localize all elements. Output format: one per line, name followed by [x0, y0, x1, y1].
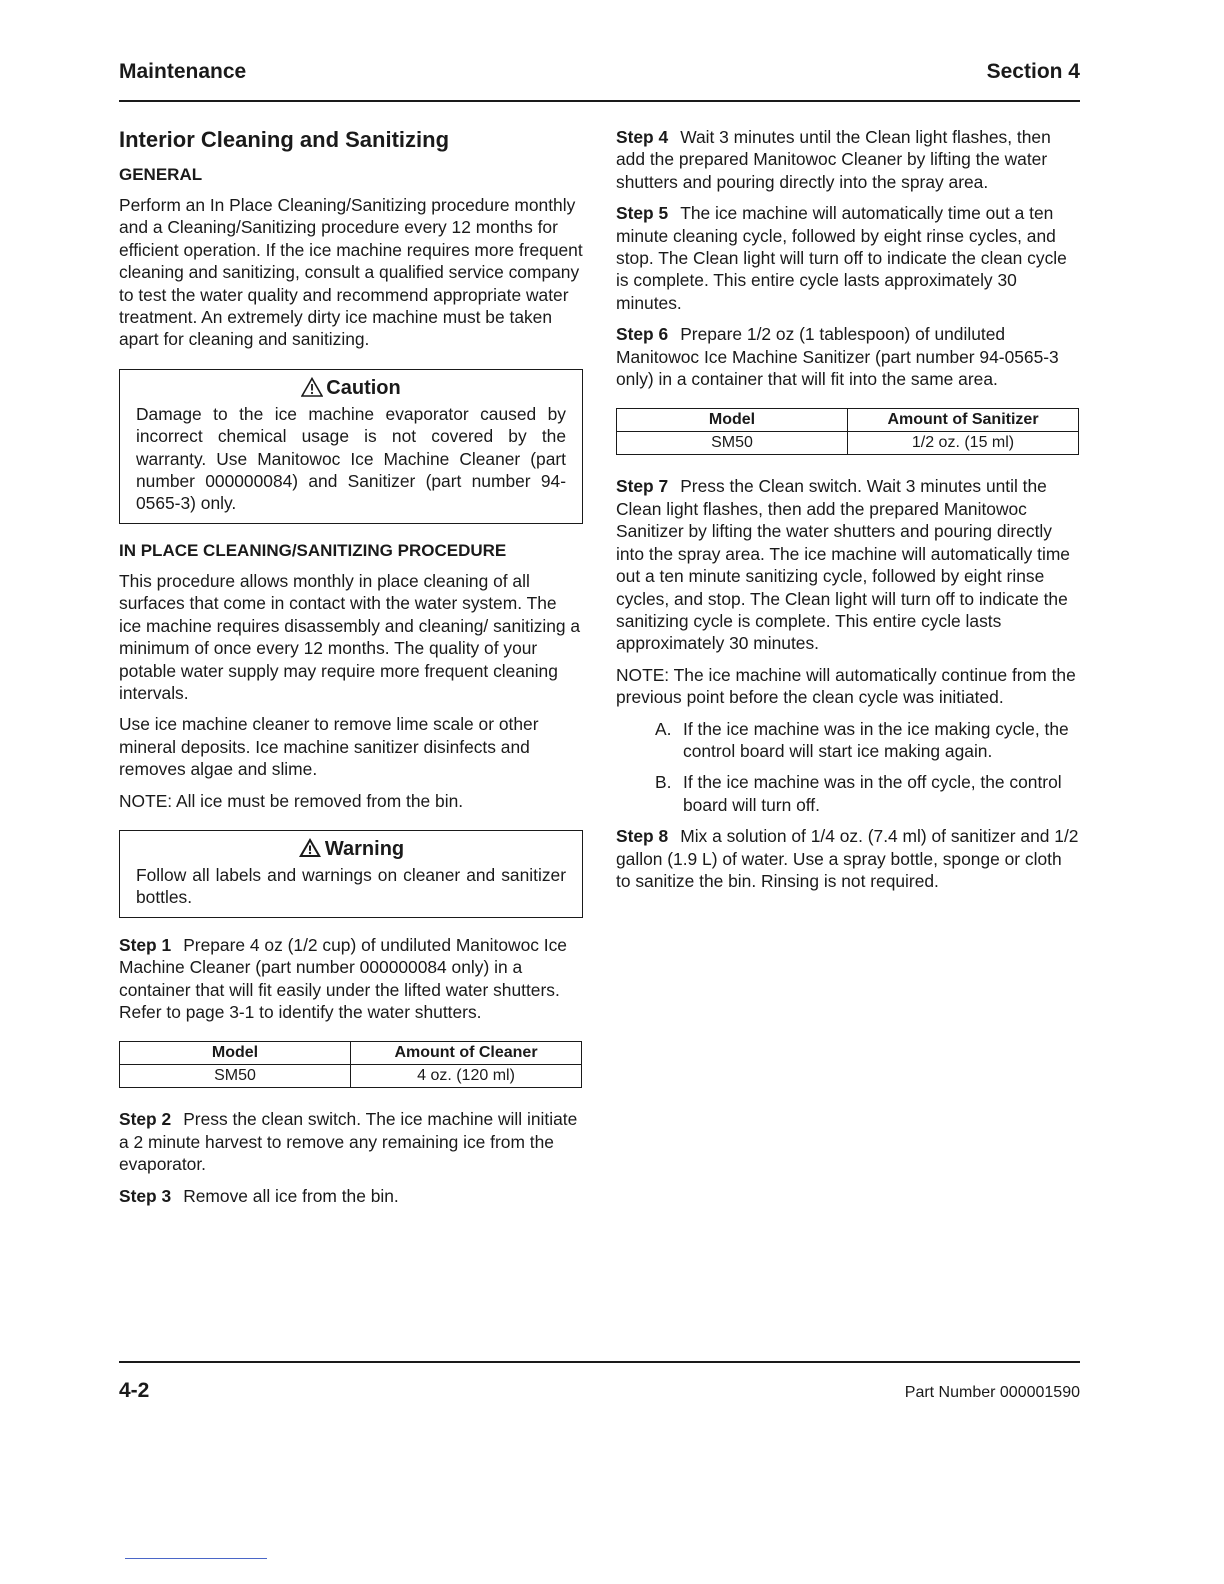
part-number: Part Number 000001590	[904, 1384, 1080, 1401]
header-section-name: Maintenance	[119, 60, 247, 83]
step-4-label: Step 4	[616, 127, 669, 147]
step-6	[616, 323, 1080, 390]
step-2	[119, 1108, 583, 1175]
step-1-label: Step 1	[119, 934, 172, 955]
cleaner-table-header-amount: Amount of Cleaner	[351, 1042, 582, 1065]
procedure-heading: IN PLACE CLEANING/SANITIZING PROCEDURE	[119, 540, 507, 560]
page-footer	[119, 1361, 1080, 1402]
cleaner-table-header-model: Model	[120, 1042, 351, 1065]
list-item	[616, 771, 1080, 816]
step-7-text: Press the Clean switch. Wait 3 minutes until the Clean light flashes, then add the prepared Manitowoc Sanitizer by lifting the water shutters and pouring directly into the spray area. The ice machine will automatically time out a ten minute sanitizing cycle, followed by eight rinse cycles, and stop. The Clean light will turn off to indicate the sanitizing cycle is complete. This entire cycle lasts approximately 30 minutes.	[616, 476, 1070, 654]
table-row	[120, 1065, 582, 1088]
procedure-note: NOTE: All ice must be removed from the bin.	[119, 790, 464, 811]
list-item-marker: B.	[655, 772, 672, 793]
caution-box	[119, 369, 583, 524]
list-item-text: If the ice machine was in the off cycle, the control board will turn off.	[683, 772, 1062, 815]
step-1-text: Prepare 4 oz (1/2 cup) of undiluted Manitowoc Ice Machine Cleaner (part number 000000084 only) in a container that will fit easily under the lifted water shutters. Refer to page 3-1 to identify the water shutters.	[119, 934, 567, 1022]
step-8	[616, 825, 1080, 892]
list-item-text: If the ice machine was in the ice making cycle, the control board will start ice making again.	[683, 718, 1069, 761]
sanitizer-table-header-row	[617, 409, 1079, 432]
left-column	[119, 126, 583, 1216]
table-row	[617, 432, 1079, 455]
step-8-label: Step 8	[616, 826, 669, 847]
caution-title	[136, 375, 566, 401]
step-6-text: Prepare 1/2 oz (1 tablespoon) of undiluted Manitowoc Ice Machine Sanitizer (part number 94-0565-3 only) in a container that will fit into the same area.	[616, 324, 1059, 390]
procedure-paragraph-1: This procedure allows monthly in place cleaning of all surfaces that come in contact with the water system. The ice machine requires disassembly and cleaning/ sanitizing a minimum of once every 12 months. The quality of your potable water supply may require more frequent cleaning intervals.	[119, 570, 581, 703]
sanitizer-table-amount: 1/2 oz. (15 ml)	[848, 432, 1079, 455]
warning-label: Warning	[324, 837, 405, 860]
step-3-label: Step 3	[119, 1185, 172, 1206]
step-4	[616, 126, 1080, 193]
general-paragraph: Perform an In Place Cleaning/Sanitizing procedure monthly and a Cleaning/Sanitizing procedure every 12 months for efficient operation. If the ice machine requires more frequent cleaning and sanitizing, consult a qualified service company to test the water quality and recommend appropriate water treatment. An extremely dirty ice machine must be taken apart for cleaning and sanitizing.	[119, 195, 583, 350]
procedure-paragraph-2: Use ice machine cleaner to remove lime scale or other mineral deposits. Ice machine sanitizer disinfects and removes algae and slime.	[119, 714, 539, 780]
step-5	[616, 202, 1080, 314]
warning-box	[119, 830, 583, 918]
step-5-label: Step 5	[616, 203, 669, 224]
step-7-label: Step 7	[616, 476, 669, 497]
sanitizer-table-header-amount: Amount of Sanitizer	[848, 409, 1079, 432]
page-title: Interior Cleaning and Sanitizing	[119, 127, 450, 152]
bottom-divider	[125, 1558, 267, 1559]
sanitizer-table-model: SM50	[617, 432, 848, 455]
list-item-marker: A.	[655, 718, 672, 739]
step-3	[119, 1185, 583, 1207]
step-7	[616, 475, 1080, 654]
step-2-text: Press the clean switch. The ice machine will initiate a 2 minute harvest to remove any remaining ice from the evaporator.	[119, 1109, 578, 1175]
step-3-text: Remove all ice from the bin.	[183, 1185, 399, 1206]
page-header	[119, 58, 1080, 102]
cleaner-table-header-row	[120, 1042, 582, 1065]
step-1	[119, 934, 583, 1024]
warning-text: Follow all labels and warnings on cleaner and sanitizer bottles.	[136, 864, 566, 908]
warning-title	[136, 836, 566, 862]
step-2-label: Step 2	[119, 1109, 172, 1130]
step-8-text: Mix a solution of 1/4 oz. (7.4 ml) of sanitizer and 1/2 gallon (1.9 L) of water. Use a spray bottle, sponge or cloth to sanitize the bin. Rinsing is not required.	[616, 826, 1079, 891]
page-number: 4-2	[119, 1379, 150, 1402]
sanitizer-table-header-model: Model	[617, 409, 848, 432]
continue-note: NOTE: The ice machine will automatically continue from the previous point before the clean cycle was initiated.	[616, 664, 1076, 708]
step-6-label: Step 6	[616, 324, 669, 345]
sanitizer-table	[616, 408, 1079, 455]
warning-triangle-icon	[298, 837, 322, 858]
cleaner-table-amount: 4 oz. (120 ml)	[351, 1065, 582, 1088]
caution-text: Damage to the ice machine evaporator caused by incorrect chemical usage is not covered by the warranty. Use Manitowoc Ice Machine Cleaner (part number 000000084) and Sanitizer (part number 94-0565-3) only.	[136, 403, 566, 514]
cleaner-table	[119, 1041, 582, 1088]
step-5-text: The ice machine will automatically time out a ten minute cleaning cycle, followed by eight rinse cycles, and stop. The Clean light will turn off to indicate the clean cycle is complete. This entire cycle lasts approximately 30 minutes.	[616, 203, 1067, 313]
header-section-number: Section 4	[986, 60, 1080, 83]
right-column	[616, 126, 1080, 901]
cleaner-table-model: SM50	[120, 1065, 351, 1088]
caution-label: Caution	[326, 376, 401, 399]
outcome-list	[616, 718, 1080, 817]
list-item	[616, 718, 1080, 763]
step-4-text: Wait 3 minutes until the Clean light flashes, then add the prepared Manitowoc Cleaner by lifting the water shutters and pouring directly into the spray area.	[616, 127, 1051, 192]
general-heading: GENERAL	[119, 165, 203, 184]
caution-triangle-icon	[301, 377, 323, 397]
